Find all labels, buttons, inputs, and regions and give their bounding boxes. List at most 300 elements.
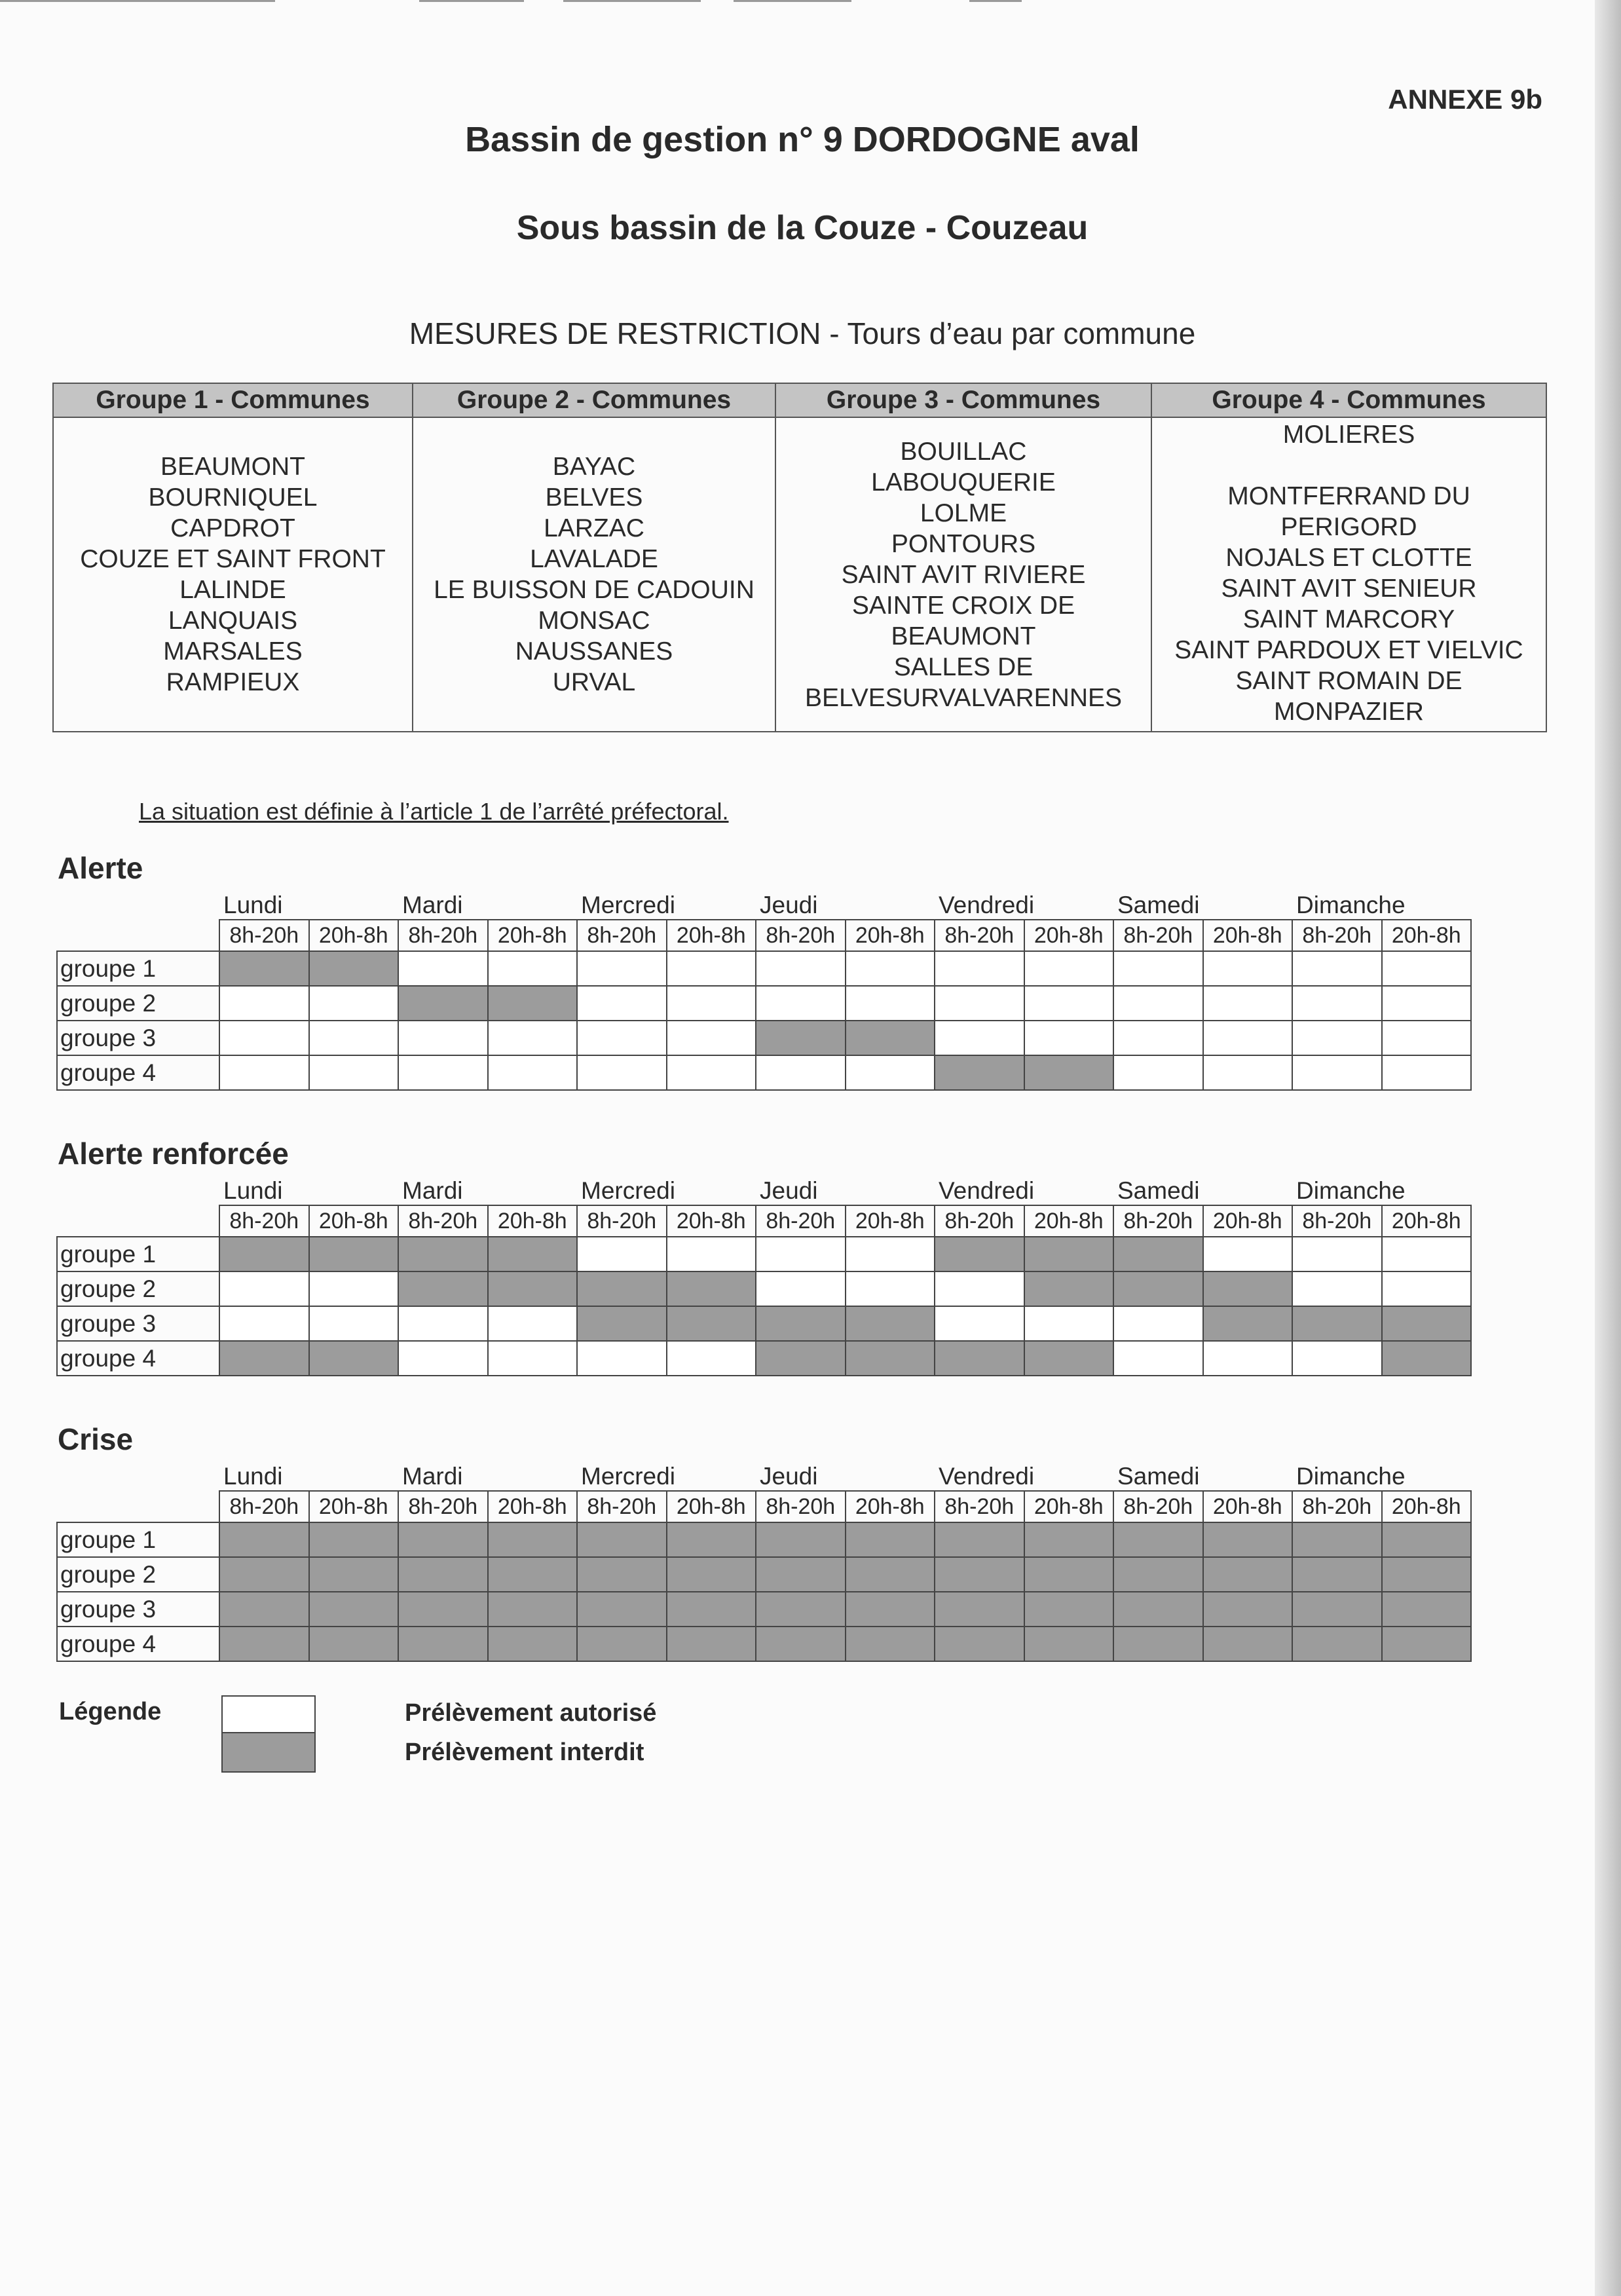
commune-name: SAINT PARDOUX ET VIELVIC	[1174, 636, 1523, 664]
commune-name: LALINDE	[179, 576, 286, 604]
day-label	[756, 886, 935, 920]
slot-forbidden	[1382, 1557, 1472, 1592]
slot-allowed	[667, 1055, 756, 1090]
slot-forbidden	[935, 1557, 1024, 1592]
group-label: groupe 3	[57, 1021, 219, 1055]
slot-forbidden	[1292, 1522, 1382, 1557]
schedule-table	[56, 1458, 1472, 1662]
communes-header: Groupe 2 - Communes	[413, 383, 775, 417]
slot-forbidden	[935, 1237, 1024, 1271]
slot-forbidden	[219, 1522, 309, 1557]
day-label	[1113, 886, 1292, 920]
commune-name: SAINT ROMAIN DE	[1235, 667, 1463, 695]
day-name: Jeudi	[760, 1463, 818, 1490]
group-label: groupe 2	[57, 986, 219, 1021]
slot-allowed	[309, 1271, 399, 1306]
commune-name: LE BUISSON DE CADOUIN	[434, 576, 755, 604]
slot-allowed	[1292, 951, 1382, 986]
day-name: Dimanche	[1296, 1463, 1406, 1490]
day-name: Mardi	[402, 892, 463, 918]
legend-forbidden-text: Prélèvement interdit	[405, 1739, 644, 1766]
slot-header: 20h-8h	[309, 1205, 399, 1237]
group-label: groupe 4	[57, 1627, 219, 1661]
commune-name: LANQUAIS	[168, 607, 298, 635]
slot-allowed	[1024, 951, 1114, 986]
slot-header: 8h-20h	[398, 1205, 488, 1237]
commune-name: LAVALADE	[530, 545, 658, 573]
slot-forbidden	[846, 1306, 935, 1341]
commune-name: MOLIERES	[1282, 421, 1415, 449]
slot-header: 20h-8h	[1203, 1205, 1293, 1237]
slot-forbidden	[398, 1237, 488, 1271]
slot-forbidden	[1292, 1306, 1382, 1341]
slot-allowed	[756, 1055, 846, 1090]
slot-forbidden	[1382, 1592, 1472, 1627]
day-name: Dimanche	[1296, 892, 1406, 918]
slot-header: 20h-8h	[667, 1491, 756, 1522]
legend-label: Légende	[59, 1698, 162, 1725]
day-label	[756, 1172, 935, 1205]
day-label	[935, 1458, 1113, 1491]
groupe1-communes	[53, 417, 413, 732]
group-label: groupe 1	[57, 1237, 219, 1271]
slot-forbidden	[488, 1557, 578, 1592]
days-row	[57, 1458, 1471, 1491]
commune-name: NAUSSANES	[515, 637, 673, 666]
group-row	[57, 1021, 1471, 1055]
group-label: groupe 3	[57, 1592, 219, 1627]
slot-forbidden	[846, 1522, 935, 1557]
day-name: Mercredi	[581, 1463, 675, 1490]
slot-forbidden	[756, 1592, 846, 1627]
slot-allowed	[1292, 1237, 1382, 1271]
slot-header: 8h-20h	[756, 920, 846, 951]
communes-header: Groupe 4 - Communes	[1151, 383, 1546, 417]
slot-forbidden	[1113, 1522, 1203, 1557]
slot-allowed	[756, 1271, 846, 1306]
slot-allowed	[1113, 986, 1203, 1021]
slot-forbidden	[577, 1522, 667, 1557]
slot-header: 8h-20h	[219, 920, 309, 951]
communes-header: Groupe 3 - Communes	[775, 383, 1151, 417]
group-row	[57, 1237, 1471, 1271]
slot-header: 8h-20h	[935, 920, 1024, 951]
slot-allowed	[488, 1341, 578, 1376]
day-label	[1113, 1458, 1292, 1491]
slot-forbidden	[935, 1055, 1024, 1090]
group-row	[57, 1522, 1471, 1557]
slot-allowed	[398, 1021, 488, 1055]
slot-allowed	[398, 951, 488, 986]
slot-forbidden	[667, 1522, 756, 1557]
group-row	[57, 1055, 1471, 1090]
slot-allowed	[309, 1055, 399, 1090]
slot-header: 20h-8h	[488, 1205, 578, 1237]
slot-allowed	[667, 1237, 756, 1271]
day-name: Lundi	[223, 1177, 283, 1204]
slot-allowed	[577, 1341, 667, 1376]
day-name: Vendredi	[939, 1177, 1035, 1204]
slot-header: 8h-20h	[219, 1205, 309, 1237]
commune-name: LARZAC	[544, 514, 644, 542]
commune-name: BEAUMONT	[891, 622, 1036, 650]
slot-allowed	[1203, 1237, 1293, 1271]
slot-forbidden	[1292, 1627, 1382, 1661]
commune-name: SAINT AVIT RIVIERE	[841, 560, 1086, 589]
slot-forbidden	[309, 1522, 399, 1557]
communes-header: Groupe 1 - Communes	[53, 383, 413, 417]
group-row	[57, 1627, 1471, 1661]
slot-forbidden	[935, 1341, 1024, 1376]
slot-forbidden	[1292, 1592, 1382, 1627]
slot-forbidden	[1113, 1592, 1203, 1627]
scan-top-marks	[0, 0, 1621, 4]
slot-forbidden	[667, 1627, 756, 1661]
slot-allowed	[309, 986, 399, 1021]
slot-allowed	[1024, 986, 1114, 1021]
commune-name: BAYAC	[552, 453, 636, 481]
situation-note: La situation est définie à l’article 1 de l’arrêté préfectoral.	[139, 798, 729, 825]
commune-name: COUZE ET SAINT FRONT	[80, 545, 386, 573]
slot-forbidden	[846, 1592, 935, 1627]
slot-allowed	[1292, 1271, 1382, 1306]
day-name: Mercredi	[581, 1177, 675, 1204]
slot-forbidden	[846, 1021, 935, 1055]
slot-header: 8h-20h	[398, 920, 488, 951]
day-name: Lundi	[223, 1463, 283, 1490]
group-row	[57, 986, 1471, 1021]
slot-allowed	[667, 951, 756, 986]
group-row	[57, 951, 1471, 986]
slot-forbidden	[309, 1627, 399, 1661]
slot-allowed	[756, 951, 846, 986]
slot-allowed	[1292, 1021, 1382, 1055]
slot-forbidden	[577, 1271, 667, 1306]
slot-header: 20h-8h	[1382, 1205, 1472, 1237]
slot-header: 8h-20h	[756, 1491, 846, 1522]
slot-allowed	[1113, 1055, 1203, 1090]
slot-header: 20h-8h	[309, 920, 399, 951]
slot-header: 8h-20h	[1292, 920, 1382, 951]
day-label	[935, 1172, 1113, 1205]
slot-allowed	[935, 986, 1024, 1021]
slot-allowed	[1382, 986, 1472, 1021]
slot-allowed	[846, 1055, 935, 1090]
slot-forbidden	[398, 1557, 488, 1592]
slot-header: 20h-8h	[1382, 1491, 1472, 1522]
day-label	[1292, 886, 1471, 920]
slot-allowed	[935, 1021, 1024, 1055]
day-label	[398, 886, 577, 920]
schedule-table	[56, 886, 1472, 1091]
slot-forbidden	[577, 1627, 667, 1661]
commune-name: BELVES	[545, 483, 643, 512]
slot-header: 8h-20h	[935, 1205, 1024, 1237]
day-name: Samedi	[1117, 1463, 1200, 1490]
slot-header: 20h-8h	[1024, 1491, 1114, 1522]
slot-allowed	[488, 1021, 578, 1055]
slot-allowed	[309, 1306, 399, 1341]
slot-forbidden	[1382, 1341, 1472, 1376]
slot-forbidden	[1024, 1341, 1114, 1376]
day-name: Samedi	[1117, 1177, 1200, 1204]
slot-allowed	[846, 951, 935, 986]
group-label: groupe 4	[57, 1341, 219, 1376]
slot-forbidden	[1203, 1557, 1293, 1592]
slot-allowed	[577, 986, 667, 1021]
day-label	[1113, 1172, 1292, 1205]
day-name: Jeudi	[760, 1177, 818, 1204]
commune-name: BEAUMONT	[160, 453, 305, 481]
slot-header: 20h-8h	[488, 1491, 578, 1522]
slot-forbidden	[1024, 1522, 1114, 1557]
groupe4-communes	[1151, 417, 1546, 732]
day-label	[219, 886, 398, 920]
slot-allowed	[1113, 951, 1203, 986]
slots-row	[57, 920, 1471, 951]
day-name: Jeudi	[760, 892, 818, 918]
slot-forbidden	[1203, 1306, 1293, 1341]
slot-forbidden	[1203, 1522, 1293, 1557]
days-row	[57, 886, 1471, 920]
slot-allowed	[1292, 1341, 1382, 1376]
commune-name: SAINTE CROIX DE	[851, 591, 1075, 620]
slot-forbidden	[756, 1021, 846, 1055]
slot-forbidden	[935, 1522, 1024, 1557]
day-label	[398, 1458, 577, 1491]
legend-allowed-text: Prélèvement autorisé	[405, 1699, 657, 1727]
day-label	[577, 1458, 756, 1491]
slot-allowed	[846, 1271, 935, 1306]
slot-header: 8h-20h	[577, 920, 667, 951]
slot-allowed	[935, 951, 1024, 986]
slot-allowed	[309, 1021, 399, 1055]
group-label: groupe 2	[57, 1271, 219, 1306]
slot-header: 8h-20h	[1113, 1205, 1203, 1237]
commune-name: SALLES DE	[893, 652, 1034, 681]
slot-forbidden	[577, 1592, 667, 1627]
group-row	[57, 1557, 1471, 1592]
slot-forbidden	[398, 1271, 488, 1306]
group-label: groupe 3	[57, 1306, 219, 1341]
slot-forbidden	[846, 1627, 935, 1661]
slot-allowed	[219, 1271, 309, 1306]
commune-name: LABOUQUERIE	[871, 468, 1056, 497]
slot-forbidden	[846, 1557, 935, 1592]
slot-allowed	[756, 986, 846, 1021]
commune-name: NOJALS ET CLOTTE	[1225, 544, 1472, 572]
commune-name: LOLME	[920, 499, 1007, 527]
slot-allowed	[1203, 1341, 1293, 1376]
day-label	[577, 1172, 756, 1205]
slot-forbidden	[1382, 1306, 1472, 1341]
slot-allowed	[1113, 1021, 1203, 1055]
slot-header: 8h-20h	[398, 1491, 488, 1522]
day-label	[935, 886, 1113, 920]
day-label	[1292, 1172, 1471, 1205]
day-label	[577, 886, 756, 920]
slot-header: 20h-8h	[667, 1205, 756, 1237]
slot-allowed	[398, 1055, 488, 1090]
days-row	[57, 1172, 1471, 1205]
legend-forbidden-swatch	[221, 1732, 316, 1773]
slot-forbidden	[398, 1522, 488, 1557]
slot-forbidden	[1113, 1557, 1203, 1592]
slot-forbidden	[309, 1557, 399, 1592]
commune-name: URVAL	[552, 668, 636, 696]
day-name: Dimanche	[1296, 1177, 1406, 1204]
slot-header: 20h-8h	[1203, 1491, 1293, 1522]
slot-allowed	[1203, 951, 1293, 986]
slot-allowed	[1113, 1306, 1203, 1341]
slot-forbidden	[219, 951, 309, 986]
slot-allowed	[1382, 1055, 1472, 1090]
slot-forbidden	[1024, 1627, 1114, 1661]
slot-forbidden	[1382, 1522, 1472, 1557]
group-label: groupe 2	[57, 1557, 219, 1592]
slot-forbidden	[488, 1271, 578, 1306]
slot-header: 8h-20h	[1113, 920, 1203, 951]
slot-forbidden	[1024, 1055, 1114, 1090]
group-row	[57, 1271, 1471, 1306]
slot-allowed	[667, 986, 756, 1021]
slot-allowed	[577, 1055, 667, 1090]
slot-forbidden	[1024, 1557, 1114, 1592]
group-row	[57, 1306, 1471, 1341]
day-label	[219, 1458, 398, 1491]
slot-forbidden	[935, 1592, 1024, 1627]
slot-forbidden	[1203, 1627, 1293, 1661]
slot-allowed	[577, 1021, 667, 1055]
slot-allowed	[1382, 1271, 1472, 1306]
commune-name: BOUILLAC	[900, 437, 1027, 466]
slot-header: 8h-20h	[577, 1491, 667, 1522]
slot-allowed	[1203, 1055, 1293, 1090]
legend-allowed-swatch	[221, 1695, 316, 1733]
commune-name: PERIGORD	[1280, 513, 1417, 541]
slot-allowed	[1024, 1306, 1114, 1341]
slot-header: 20h-8h	[1024, 920, 1114, 951]
commune-name: MONSAC	[538, 607, 650, 635]
slot-header: 20h-8h	[488, 920, 578, 951]
slot-allowed	[577, 1237, 667, 1271]
commune-name: RAMPIEUX	[166, 668, 300, 696]
slot-forbidden	[488, 1627, 578, 1661]
slot-forbidden	[756, 1306, 846, 1341]
slot-header: 20h-8h	[1382, 920, 1472, 951]
slot-allowed	[1113, 1341, 1203, 1376]
commune-name: MONPAZIER	[1274, 698, 1424, 726]
slot-forbidden	[935, 1627, 1024, 1661]
group-label: groupe 4	[57, 1055, 219, 1090]
slot-forbidden	[219, 1627, 309, 1661]
slot-allowed	[756, 1237, 846, 1271]
slot-allowed	[219, 1021, 309, 1055]
slot-forbidden	[398, 1592, 488, 1627]
commune-name: BOURNIQUEL	[148, 483, 318, 512]
group-row	[57, 1341, 1471, 1376]
slot-allowed	[577, 951, 667, 986]
section-heading: MESURES DE RESTRICTION - Tours d’eau par commune	[409, 316, 1196, 350]
slot-allowed	[846, 986, 935, 1021]
slot-allowed	[398, 1306, 488, 1341]
slot-forbidden	[577, 1557, 667, 1592]
slot-forbidden	[309, 951, 399, 986]
communes-table	[52, 383, 1547, 732]
slot-forbidden	[1203, 1592, 1293, 1627]
slot-allowed	[667, 1021, 756, 1055]
day-label	[398, 1172, 577, 1205]
slot-header: 20h-8h	[1024, 1205, 1114, 1237]
slot-header: 8h-20h	[756, 1205, 846, 1237]
communes-header-row	[53, 383, 1546, 417]
slot-header: 20h-8h	[667, 920, 756, 951]
slot-forbidden	[667, 1592, 756, 1627]
commune-name: BELVESURVALVARENNES	[804, 683, 1123, 712]
day-label	[1292, 1458, 1471, 1491]
slot-forbidden	[1203, 1271, 1293, 1306]
commune-name: PONTOURS	[891, 529, 1036, 558]
slot-allowed	[1382, 1237, 1472, 1271]
group-label: groupe 1	[57, 1522, 219, 1557]
slot-forbidden	[398, 1627, 488, 1661]
slot-allowed	[488, 1055, 578, 1090]
groupe2-communes	[413, 417, 775, 732]
group-row	[57, 1592, 1471, 1627]
commune-name: MARSALES	[163, 637, 303, 666]
section-title: Alerte	[58, 851, 143, 885]
slots-row	[57, 1491, 1471, 1522]
slot-allowed	[1292, 986, 1382, 1021]
slot-forbidden	[398, 986, 488, 1021]
slot-forbidden	[488, 986, 578, 1021]
slot-forbidden	[1113, 1271, 1203, 1306]
slot-forbidden	[667, 1271, 756, 1306]
slot-forbidden	[219, 1592, 309, 1627]
slot-forbidden	[309, 1341, 399, 1376]
document-subtitle: Sous bassin de la Couze - Couzeau	[516, 209, 1089, 247]
slot-header: 20h-8h	[1203, 920, 1293, 951]
slot-forbidden	[667, 1557, 756, 1592]
commune-name: SAINT MARCORY	[1242, 605, 1455, 633]
slot-forbidden	[1382, 1627, 1472, 1661]
slot-header: 20h-8h	[309, 1491, 399, 1522]
slot-allowed	[488, 951, 578, 986]
annexe-label: ANNEXE 9b	[1388, 84, 1542, 115]
slot-forbidden	[577, 1306, 667, 1341]
slot-forbidden	[309, 1592, 399, 1627]
slot-forbidden	[846, 1341, 935, 1376]
slot-forbidden	[488, 1592, 578, 1627]
slot-forbidden	[756, 1341, 846, 1376]
slot-allowed	[398, 1341, 488, 1376]
slot-forbidden	[488, 1522, 578, 1557]
day-name: Vendredi	[939, 1463, 1035, 1490]
day-name: Lundi	[223, 892, 283, 918]
slot-forbidden	[1024, 1237, 1114, 1271]
day-name: Mardi	[402, 1463, 463, 1490]
slot-forbidden	[219, 1341, 309, 1376]
schedule-table	[56, 1172, 1472, 1376]
communes-body-row	[53, 417, 1546, 732]
commune-name: CAPDROT	[170, 514, 295, 542]
section-title: Crise	[58, 1422, 134, 1456]
slot-allowed	[219, 1055, 309, 1090]
slot-header: 20h-8h	[846, 1205, 935, 1237]
slot-forbidden	[756, 1557, 846, 1592]
group-label: groupe 1	[57, 951, 219, 986]
slot-allowed	[1024, 1021, 1114, 1055]
